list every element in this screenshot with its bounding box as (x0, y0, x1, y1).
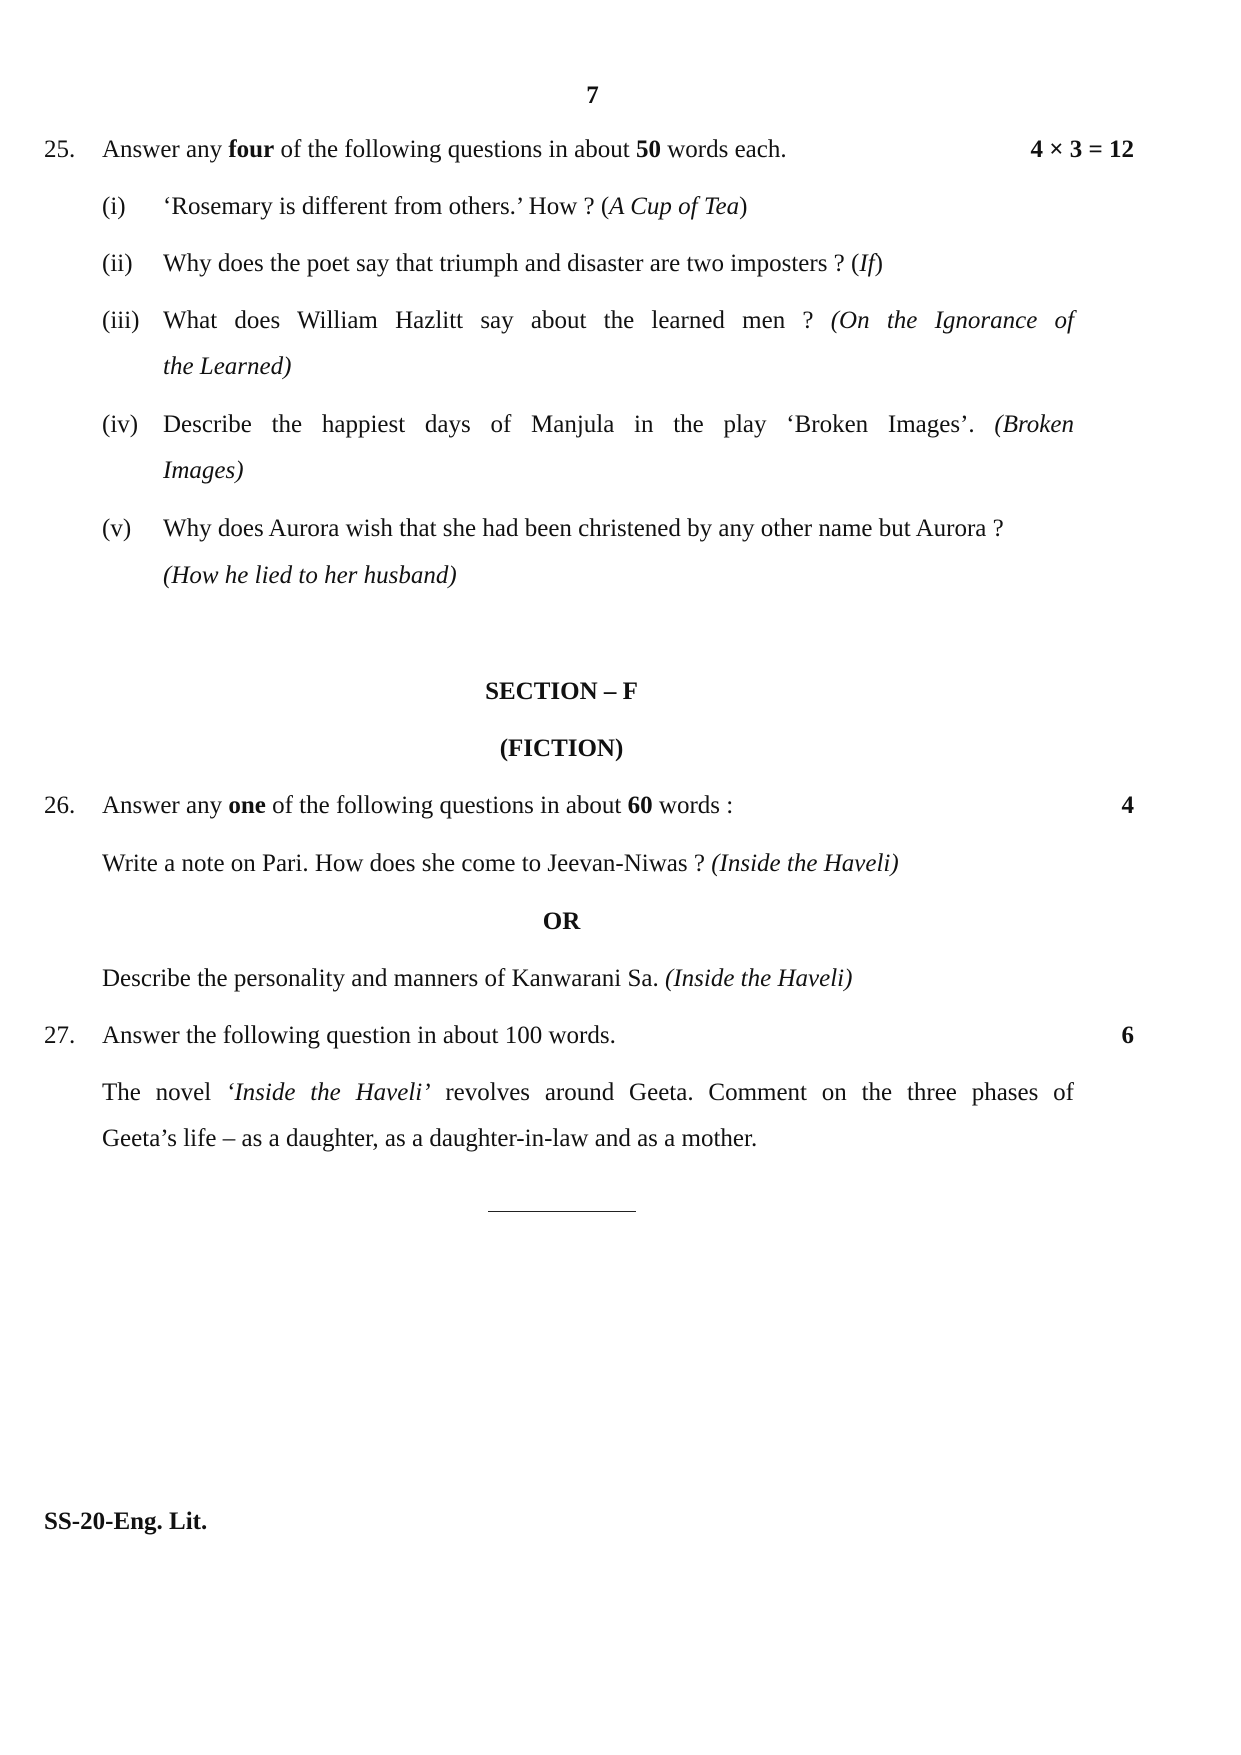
item-text-cont: Images) (163, 457, 244, 484)
question-26-option-1: Write a note on Pari. How does she come to Jeevan-Niwas ? (Inside the Haveli) (102, 850, 899, 877)
item-label: (i) (102, 193, 126, 220)
question-26-option-2: Describe the personality and manners of Kanwarani Sa. (Inside the Haveli) (102, 965, 853, 992)
question-26-intro: Answer any one of the following questions in about 60 words : (102, 792, 734, 819)
or-divider: OR (542, 908, 581, 935)
question-25-intro: Answer any four of the following questions in about 50 words each. (102, 136, 787, 163)
question-27-marks: 6 (1121, 1022, 1134, 1049)
question-26-marks: 4 (1121, 792, 1134, 819)
section-subtitle: (FICTION) (499, 735, 624, 762)
item-text-cont: (How he lied to her husband) (163, 562, 457, 589)
section-title: SECTION – F (485, 678, 638, 705)
question-number-27: 27. (44, 1022, 76, 1049)
question-number-25: 25. (44, 136, 76, 163)
question-25-marks: 4 × 3 = 12 (1030, 136, 1134, 163)
end-rule (488, 1211, 636, 1212)
page-number: 7 (586, 82, 599, 109)
question-27-text-cont: Geeta’s life – as a daughter, as a daughter-in-law and as a mother. (102, 1125, 758, 1152)
item-label: (v) (102, 515, 132, 542)
item-label: (ii) (102, 250, 133, 277)
item-text: ‘Rosemary is different from others.’ How ? (A Cup of Tea) (163, 193, 748, 220)
item-text: Why does Aurora wish that she had been christened by any other name but Aurora ? (163, 515, 1004, 542)
item-text: What does William Hazlitt say about the learned men ? (On the Ignorance of (163, 307, 1074, 334)
item-text-cont: the Learned) (163, 353, 292, 380)
question-number-26: 26. (44, 792, 76, 819)
item-label: (iv) (102, 411, 139, 438)
question-27-intro: Answer the following question in about 100 words. (102, 1022, 616, 1049)
item-label: (iii) (102, 307, 140, 334)
paper-code: SS-20-Eng. Lit. (44, 1508, 208, 1535)
item-text: Describe the happiest days of Manjula in the play ‘Broken Images’. (Broken (163, 411, 1074, 438)
question-27-text: The novel ‘Inside the Haveli’ revolves around Geeta. Comment on the three phases of (102, 1079, 1074, 1106)
item-text: Why does the poet say that triumph and disaster are two imposters ? (If) (163, 250, 883, 277)
